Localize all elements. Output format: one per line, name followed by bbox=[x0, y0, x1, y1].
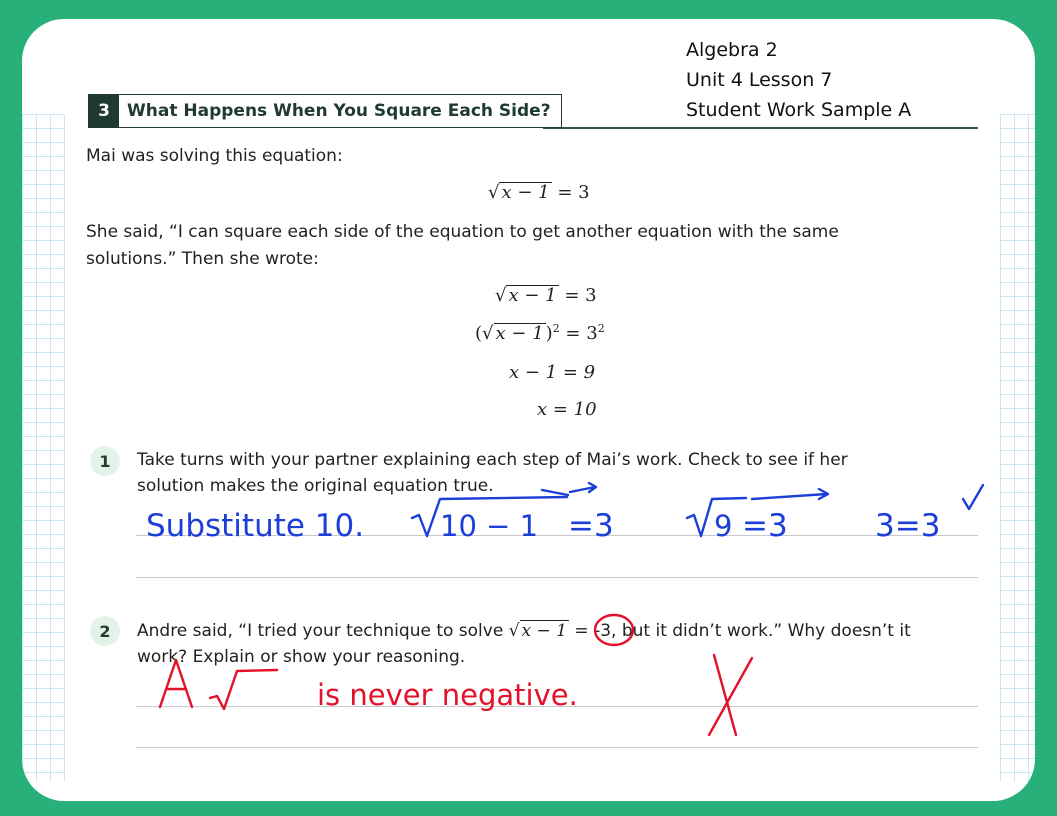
question-2-badge: 2 bbox=[90, 616, 120, 646]
course-title: Algebra 2 bbox=[686, 39, 778, 61]
question-2-line-1: Andre said, “I tried your technique to solve √ x − 1 = -3, but it didn’t work.” Why doesn’t it bbox=[137, 621, 911, 641]
red-x-mark bbox=[709, 655, 752, 735]
step-2: (√ x − 1 )$^2 = 3^2$ bbox=[475, 322, 605, 344]
step-1-rhs: = 3 bbox=[564, 285, 597, 306]
section-title: What Happens When You Square Each Side? bbox=[127, 101, 551, 121]
svg-text:10 − 1: 10 − 1 bbox=[440, 509, 539, 543]
step-3: x − 1 = 9 bbox=[509, 362, 596, 383]
step-1: √ x − 1 = 3 bbox=[495, 285, 597, 306]
answer-2-handwriting: is never negative. bbox=[317, 678, 578, 712]
question-1-badge: 1 bbox=[90, 446, 120, 476]
section-number: 3 bbox=[89, 95, 119, 127]
intro-text: Mai was solving this equation: bbox=[86, 146, 343, 166]
svg-text:9: 9 bbox=[714, 509, 733, 543]
quote-line-2: solutions.” Then she wrote: bbox=[86, 249, 319, 269]
svg-text:=3: =3 bbox=[742, 508, 788, 544]
handwriting-layer bbox=[22, 19, 1035, 801]
red-handwriting bbox=[160, 615, 752, 735]
svg-text:=3: =3 bbox=[568, 508, 614, 544]
radical: √ x − 1 bbox=[488, 182, 550, 203]
step-1-radicand: x − 1 bbox=[508, 285, 557, 306]
unit-lesson: Unit 4 Lesson 7 bbox=[686, 69, 833, 91]
step-2-rhs: = 3 bbox=[565, 323, 598, 344]
equation-rhs: = 3 bbox=[557, 182, 590, 203]
circled-negative bbox=[595, 615, 633, 645]
question-1-line-2: solution makes the original equation true. bbox=[137, 476, 494, 496]
negative-value: -3, bbox=[594, 621, 617, 641]
worksheet-card bbox=[22, 19, 1035, 801]
question-1-line-1: Take turns with your partner explaining each step of Mai’s work. Check to see if her bbox=[137, 450, 848, 470]
question-2-line-2: work? Explain or show your reasoning. bbox=[137, 647, 466, 667]
step-2-radicand: x − 1 bbox=[495, 323, 544, 344]
quote-line-1: She said, “I can square each side of the equation to get another equation with the same bbox=[86, 222, 839, 242]
sample-label: Student Work Sample A bbox=[686, 99, 912, 121]
svg-text:3=3: 3=3 bbox=[875, 508, 941, 544]
answer-1-handwriting: Substitute 10. bbox=[146, 508, 365, 544]
step-4: x = 10 bbox=[537, 399, 597, 420]
radicand: x − 1 bbox=[501, 182, 550, 203]
